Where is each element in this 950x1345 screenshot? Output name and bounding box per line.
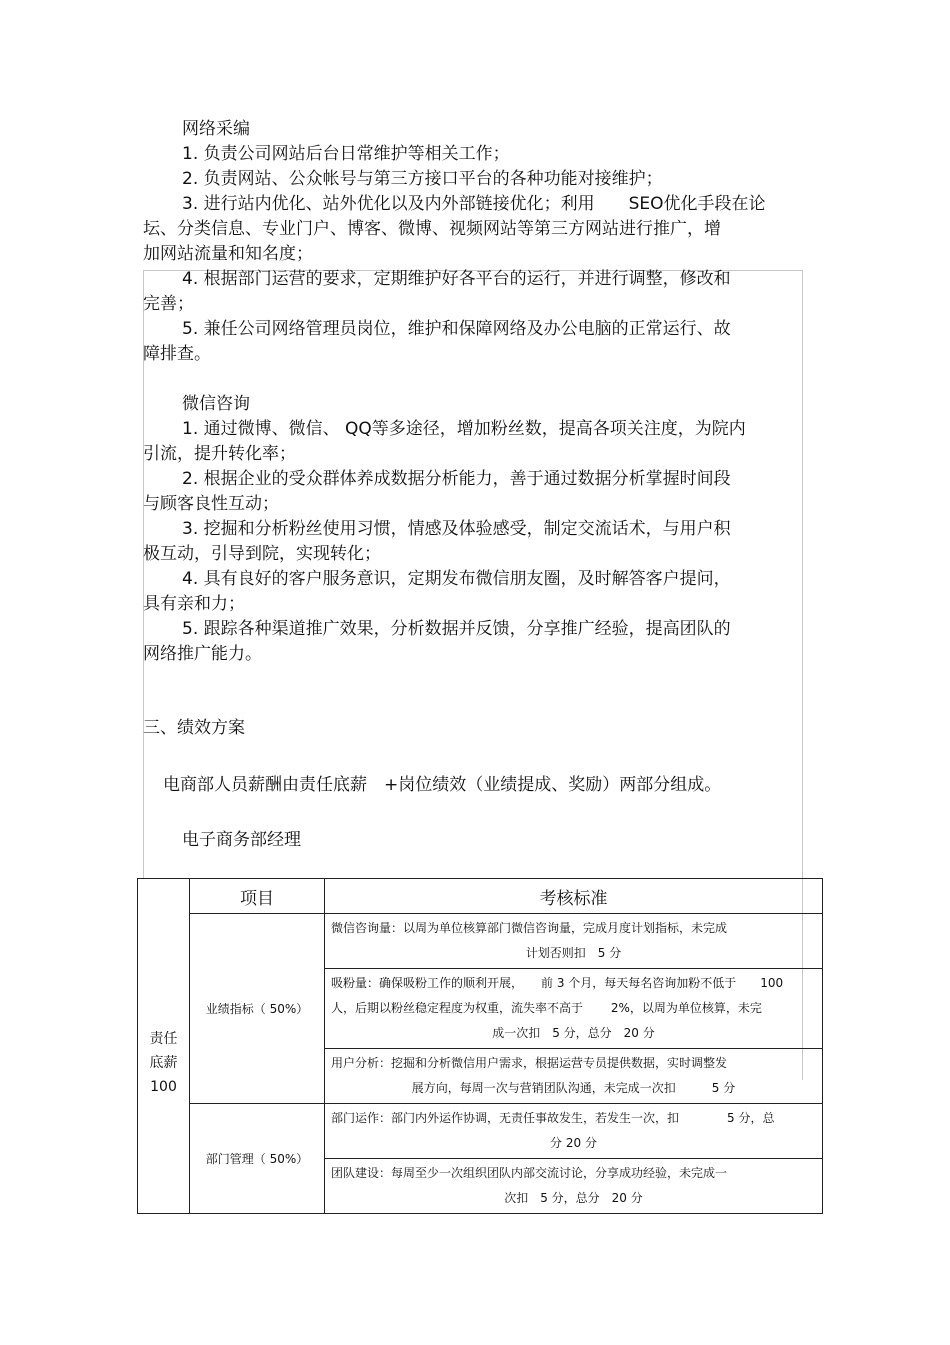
criteria-line: 计划否则扣 5 分 [525, 946, 622, 960]
kpi-table [137, 878, 823, 1214]
paragraph-line: 网络推广能力。 [143, 644, 262, 664]
paragraph-line: 障排查。 [143, 344, 211, 364]
paragraph-line: 4. 根据部门运营的要求，定期维护好各平台的运行，并进行调整，修改和 [182, 269, 731, 289]
paragraph-line: 5. 跟踪各种渠道推广效果，分析数据并反馈，分享推广经验，提高团队的 [182, 619, 731, 639]
group-label: 业绩指标（ 50%） [190, 914, 325, 1104]
paragraph-line: 加网站流量和知名度； [143, 244, 313, 264]
section-title-network-editing: 网络采编 [182, 119, 250, 139]
paragraph-line: 1. 负责公司网站后台日常维护等相关工作； [182, 144, 510, 164]
table-row [138, 1104, 823, 1159]
table-row [138, 914, 823, 969]
criteria-line: 分 20 分 [550, 1136, 597, 1150]
paragraph-line: 具有亲和力； [143, 594, 245, 614]
section-title-performance: 三、绩效方案 [143, 718, 245, 738]
section-title-wechat-consulting: 微信咨询 [182, 394, 250, 414]
criteria-line: 人，后期以粉丝稳定程度为权重，流失率不高于 2%，以周为单位核算，未完 [331, 1001, 762, 1015]
paragraph-line: 完善； [143, 294, 194, 314]
role-title: 电子商务部经理 [182, 830, 301, 850]
header-criteria: 考核标准 [325, 879, 823, 914]
category-line: 100 [150, 1079, 177, 1096]
criteria-cell [325, 1104, 823, 1159]
criteria-line: 部门运作：部门内外运作协调，无责任事故发生，若发生一次，扣 5 分，总 [331, 1111, 775, 1125]
criteria-line: 用户分析：挖掘和分析微信用户需求，根据运营专员提供数据，实时调整发 [331, 1056, 728, 1070]
paragraph-line: 与顾客良性互动； [143, 494, 279, 514]
paragraph-line: 2. 负责网站、公众帐号与第三方接口平台的各种功能对接维护； [182, 169, 663, 189]
category-line: 责任 [149, 1031, 178, 1048]
criteria-line: 成一次扣 5 分，总分 20 分 [492, 1026, 655, 1040]
paragraph-line: 2. 根据企业的受众群体养成数据分析能力，善于通过数据分析掌握时间段 [182, 469, 731, 489]
category-cell [138, 914, 190, 1214]
criteria-cell [325, 1159, 823, 1214]
paragraph-line: 引流，提升转化率； [143, 444, 296, 464]
criteria-cell [325, 1049, 823, 1104]
performance-summary: 电商部人员薪酬由责任底薪 +岗位绩效（业绩提成、奖励）两部分组成。 [163, 775, 722, 795]
criteria-line: 微信咨询量：以周为单位核算部门微信咨询量，完成月度计划指标，未完成 [331, 921, 728, 935]
paragraph-line: 4. 具有良好的客户服务意识，定期发布微信朋友圈，及时解答客户提问， [182, 569, 731, 589]
criteria-cell [325, 914, 823, 969]
paragraph-line: 3. 挖掘和分析粉丝使用习惯，情感及体验感受，制定交流话术，与用户积 [182, 519, 731, 539]
header-item: 项目 [190, 879, 325, 914]
header-blank-cell [138, 879, 190, 914]
criteria-cell [325, 969, 823, 1049]
paragraph-line: 极互动，引导到院，实现转化； [143, 544, 381, 564]
paragraph-line: 3. 进行站内优化、站外优化以及内外部链接优化；利用 SEO优化手段在论 [182, 194, 766, 214]
criteria-line: 展方向，每周一次与营销团队沟通，未完成一次扣 5 分 [411, 1081, 736, 1095]
criteria-line: 次扣 5 分，总分 20 分 [504, 1191, 643, 1205]
table-header-row [138, 879, 823, 914]
paragraph-line: 1. 通过微博、微信、 QQ等多途径，增加粉丝数，提高各项关注度，为院内 [182, 419, 746, 439]
group-label: 部门管理（ 50%） [190, 1104, 325, 1214]
paragraph-line: 坛、分类信息、专业门户、博客、微博、视频网站等第三方网站进行推广，增 [143, 219, 721, 239]
criteria-line: 吸粉量：确保吸粉工作的顺利开展， 前 3 个月，每天每名咨询加粉不低于 100 [331, 976, 784, 990]
category-line: 底薪 [149, 1055, 178, 1072]
criteria-line: 团队建设：每周至少一次组织团队内部交流讨论，分享成功经验，未完成一 [331, 1166, 728, 1180]
paragraph-line: 5. 兼任公司网络管理员岗位，维护和保障网络及办公电脑的正常运行、故 [182, 319, 731, 339]
